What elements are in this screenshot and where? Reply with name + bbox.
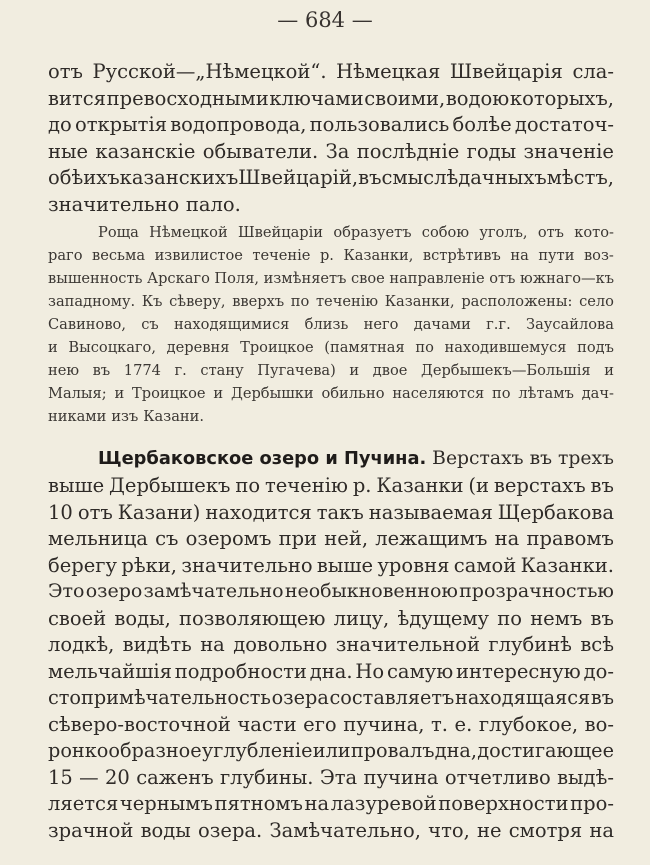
word: Троицкое: [240, 339, 314, 356]
word: значеніе: [523, 140, 614, 163]
word: Къ: [141, 293, 163, 310]
word: всѣ: [580, 633, 614, 656]
word: позволяющею: [179, 607, 326, 630]
word: находится: [205, 501, 312, 524]
text-line: [48, 408, 614, 425]
text-line: [48, 501, 614, 524]
word: ѣдущему: [397, 607, 490, 630]
word: обѣихъ: [48, 166, 120, 189]
word: Казанки: [376, 474, 464, 497]
word: дач-: [581, 385, 614, 402]
word: подъ: [577, 339, 614, 356]
word: нею: [48, 362, 80, 379]
text-line: [48, 339, 614, 356]
word: пучина: [363, 766, 439, 789]
word: Роща: [98, 224, 139, 241]
word: 10: [48, 501, 73, 524]
word: лѣтамъ: [518, 385, 574, 402]
word: Высоцкаго,: [68, 339, 156, 356]
word: ней,: [324, 527, 369, 550]
word: годы: [466, 140, 517, 163]
word: отъ: [77, 501, 113, 524]
word: Дербышекъ: [109, 474, 231, 497]
word: замѣчательно: [143, 580, 284, 602]
word: лицу,: [333, 607, 390, 630]
word: и: [349, 362, 360, 379]
word: озеромъ: [185, 527, 272, 550]
word: озера: [271, 686, 329, 709]
word: въ: [590, 474, 614, 497]
word: его: [303, 713, 337, 736]
word: село: [579, 293, 614, 310]
word: —: [79, 766, 99, 789]
word: пятномъ: [214, 792, 303, 815]
word: обильно: [321, 385, 385, 402]
word: расположены:: [461, 293, 573, 310]
word: отъ: [537, 224, 564, 241]
word: значительно: [48, 193, 180, 216]
word: теченіе: [252, 247, 311, 264]
word: правомъ: [526, 527, 614, 550]
word: необыкновенною: [284, 580, 458, 602]
word: въ: [358, 166, 382, 189]
word: изъ: [111, 408, 139, 425]
word: съ: [155, 527, 179, 550]
text-line: [48, 660, 614, 683]
word: т.: [430, 713, 448, 736]
word: выше: [316, 554, 374, 577]
word: Замѣчательно,: [269, 819, 421, 842]
word: казанскіе: [95, 140, 196, 163]
text-line: [48, 193, 614, 216]
word: во-: [584, 713, 614, 736]
word: отъ: [48, 60, 83, 83]
word: верстахъ: [493, 474, 586, 497]
text-line: [48, 270, 614, 287]
word: измѣняетъ: [263, 270, 347, 287]
word: зрачной: [48, 819, 134, 842]
word: находившемуся: [444, 339, 567, 356]
word: Швейцарій,: [238, 166, 359, 189]
word: сѣверо-восточной: [48, 713, 231, 736]
word: г.: [174, 362, 187, 379]
word: съ: [141, 316, 159, 333]
text-line: [48, 362, 614, 379]
word: Малыя;: [48, 385, 107, 402]
word: пучина,: [343, 713, 425, 736]
text-line: [48, 739, 614, 762]
word: Нѣмецкая: [336, 60, 441, 83]
word: лодкѣ,: [48, 633, 115, 656]
word: Это: [48, 580, 85, 602]
word: значительной: [335, 633, 480, 656]
word: провалъ: [350, 739, 435, 762]
word: Нѣмецкой: [149, 224, 228, 241]
word: дачныхъ: [458, 166, 547, 189]
word: на: [200, 633, 225, 656]
word: въ: [92, 362, 111, 379]
word: поверхности: [438, 792, 569, 815]
word: что,: [428, 819, 470, 842]
word: которыхъ,: [509, 87, 614, 110]
word: интересную: [456, 660, 581, 683]
word: не: [477, 819, 502, 842]
word: теченію: [315, 293, 379, 310]
word: части: [237, 713, 297, 736]
word: на: [510, 247, 529, 264]
word: болѣе: [452, 113, 512, 136]
word: направленіе: [389, 270, 485, 287]
word: или: [312, 739, 351, 762]
word: про-: [570, 792, 614, 815]
word: достигающее: [477, 739, 614, 762]
word: теченію: [264, 474, 348, 497]
text-line: [48, 792, 614, 815]
word: до: [48, 113, 72, 136]
word: глубины.: [219, 766, 314, 789]
word: свое: [350, 270, 385, 287]
word: обыватели.: [202, 140, 319, 163]
word: на: [494, 527, 520, 550]
word: него: [363, 316, 399, 333]
word: сла-: [572, 60, 614, 83]
word: до-: [583, 660, 614, 683]
word: собою: [421, 224, 470, 241]
text-line: [48, 527, 614, 550]
text-line: [48, 766, 614, 789]
word: Дербышекъ—Большія: [420, 362, 591, 379]
word: воды: [140, 819, 191, 842]
word: послѣдніе: [356, 140, 460, 163]
word: отъ: [489, 270, 516, 287]
text-line: [48, 60, 614, 83]
word: (и: [468, 474, 490, 497]
word: ключами: [269, 87, 364, 110]
word: достаточ-: [514, 113, 614, 136]
text-line: [98, 448, 614, 469]
word: уровня: [377, 554, 450, 577]
word: лазуревой: [330, 792, 437, 815]
word: Савиново,: [48, 316, 126, 333]
word: на: [589, 819, 614, 842]
word: самую: [387, 660, 454, 683]
word: весьма: [92, 247, 146, 264]
word: на: [304, 792, 330, 815]
word: р.: [352, 474, 372, 497]
word: самой: [453, 554, 517, 577]
text-line: [48, 554, 614, 577]
word: западному.: [48, 293, 136, 310]
word: За: [325, 140, 350, 163]
page-number: — 684 —: [277, 8, 373, 32]
word: подробности: [174, 660, 307, 683]
text-line: [98, 224, 614, 241]
word: открытія: [74, 113, 167, 136]
word: р.: [319, 247, 334, 264]
text-line: [48, 819, 614, 842]
word: при: [278, 527, 318, 550]
word: глубокое,: [478, 713, 579, 736]
text-line: [48, 166, 614, 189]
word: рѣки,: [121, 554, 177, 577]
word: Казанки,: [343, 247, 414, 264]
word: Заусайлова: [526, 316, 614, 333]
word: озеро: [85, 580, 143, 602]
word: кото-: [574, 224, 614, 241]
word: Казани.: [143, 408, 204, 425]
word: дачами: [413, 316, 471, 333]
word: по: [415, 339, 434, 356]
word: никами: [48, 408, 107, 425]
word: 1774: [123, 362, 161, 379]
word: южнаго—къ: [519, 270, 614, 287]
word: глубинѣ: [488, 633, 572, 656]
text-line: [48, 686, 614, 709]
word: своими,: [364, 87, 446, 110]
word: смыслѣ: [381, 166, 459, 189]
word: ронкообразное: [48, 739, 202, 762]
word: Арскаго: [147, 270, 210, 287]
section-heading: Щербаковское озеро и Пучина.: [98, 448, 427, 469]
word: лежащимъ: [375, 527, 488, 550]
word: ляется: [48, 792, 119, 815]
word: находящаяся: [455, 686, 591, 709]
word: значительно: [181, 554, 313, 577]
word: своей: [48, 607, 107, 630]
word: Русской—„Нѣмецкой“.: [92, 60, 327, 83]
text-line: [48, 140, 614, 163]
word: образуетъ: [333, 224, 412, 241]
word: стопримѣчательность: [48, 686, 271, 709]
word: ные: [48, 140, 89, 163]
word: Казанки.: [520, 554, 614, 577]
text-line: [48, 113, 614, 136]
word: уголъ,: [479, 224, 528, 241]
word: вверхъ: [232, 293, 285, 310]
text-line: [48, 87, 614, 110]
word: берегу: [48, 554, 117, 577]
word: извилистое: [154, 247, 243, 264]
text-line: [48, 247, 614, 264]
word: близь: [304, 316, 349, 333]
heading-line-rest: Верстахъ въ трехъ: [432, 448, 614, 469]
word: пало.: [185, 193, 241, 216]
word: мельница: [48, 527, 148, 550]
text-line: [48, 607, 614, 630]
word: сѣверу,: [169, 293, 226, 310]
word: Швейцаріи: [237, 224, 324, 241]
word: находящимися: [174, 316, 290, 333]
word: мельчайшія: [48, 660, 172, 683]
word: Казани): [117, 501, 201, 524]
word: по: [290, 293, 310, 310]
word: отчетливо: [444, 766, 551, 789]
word: Щербакова: [497, 501, 614, 524]
word: Казанки,: [384, 293, 455, 310]
word: двое: [372, 362, 408, 379]
word: въ: [590, 686, 614, 709]
word: по: [497, 607, 522, 630]
word: вится: [48, 87, 106, 110]
word: выдѣ-: [557, 766, 614, 789]
text-line: [48, 293, 614, 310]
word: населяются: [392, 385, 485, 402]
text-line: [48, 580, 614, 602]
word: такъ: [316, 501, 364, 524]
word: Но: [355, 660, 385, 683]
word: деревня: [166, 339, 230, 356]
word: и: [114, 385, 125, 402]
word: и: [604, 362, 614, 379]
word: Троицкое: [132, 385, 206, 402]
text-line: [48, 385, 614, 402]
word: дна.: [309, 660, 353, 683]
word: чернымъ: [119, 792, 213, 815]
word: превосходными: [106, 87, 269, 110]
word: Пугачева): [257, 362, 336, 379]
text-line: [48, 316, 614, 333]
text-line: [48, 633, 614, 656]
word: Швейцарія: [449, 60, 563, 83]
text-line: [48, 474, 614, 497]
word: Поля,: [214, 270, 260, 287]
word: 20: [105, 766, 130, 789]
word: (памятная: [324, 339, 405, 356]
word: встрѣтивъ: [422, 247, 501, 264]
word: Эта: [319, 766, 358, 789]
word: г.г.: [486, 316, 511, 333]
word: пути: [538, 247, 575, 264]
word: 15: [48, 766, 73, 789]
text-line: [48, 713, 614, 736]
word: называемая: [368, 501, 493, 524]
word: и: [213, 385, 224, 402]
word: вышенность: [48, 270, 143, 287]
word: воды,: [114, 607, 171, 630]
word: пользовались: [309, 113, 450, 136]
word: воз-: [583, 247, 614, 264]
word: по: [492, 385, 511, 402]
word: выше: [48, 474, 105, 497]
word: немъ: [530, 607, 583, 630]
word: прозрачностью: [459, 580, 614, 602]
word: и: [48, 339, 58, 356]
word: составляетъ: [329, 686, 455, 709]
word: казанскихъ: [119, 166, 239, 189]
word: по: [235, 474, 261, 497]
word: раго: [48, 247, 83, 264]
word: въ: [590, 607, 614, 630]
word: мѣстъ,: [546, 166, 614, 189]
word: дна,: [434, 739, 477, 762]
word: саженъ: [136, 766, 214, 789]
word: довольно: [233, 633, 328, 656]
word: видѣть: [122, 633, 192, 656]
word: углубленіе: [201, 739, 313, 762]
word: стану: [200, 362, 244, 379]
word: Дербышки: [230, 385, 314, 402]
word: водопровода,: [170, 113, 307, 136]
word: водою: [445, 87, 510, 110]
word: е.: [454, 713, 473, 736]
word: смотря: [508, 819, 583, 842]
word: озера.: [198, 819, 263, 842]
